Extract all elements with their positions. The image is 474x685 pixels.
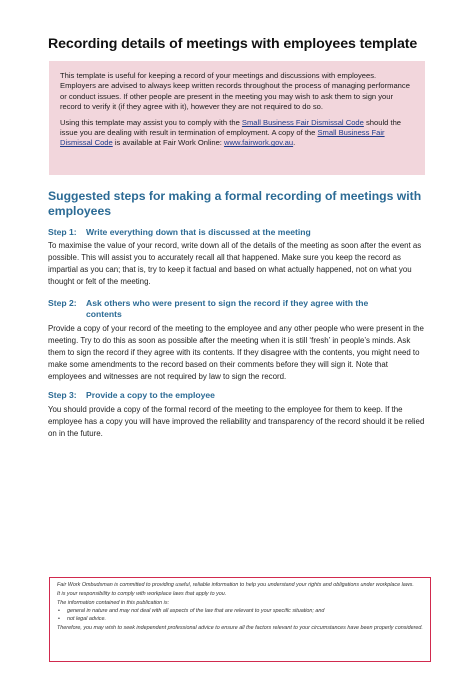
info-paragraph-1: This template is useful for keeping a record of your meetings and discussions with employees. Employers are advised to always keep written records throughout the process of managing performance or conduct issues. If other people are present in the meeting you may wish to ask them to sign your record to verify it (if they agree with it), however they are not required to do so. xyxy=(60,71,410,112)
section-heading: Suggested steps for making a formal recording of meetings with employees xyxy=(48,189,422,218)
disclaimer-line: Therefore, you may wish to seek independent professional advice to ensure all the factors relevant to your circumstances have been properly considered. xyxy=(57,624,423,631)
step-title: Provide a copy to the employee xyxy=(86,390,215,400)
info-text: should the issue you are dealing with result in termination of employment. A copy of the xyxy=(60,117,402,138)
step-2-heading xyxy=(48,298,428,320)
step-number: Step 3: xyxy=(48,390,77,400)
step-title-continued: contents xyxy=(86,309,122,319)
disclaimer-list xyxy=(57,608,423,623)
fair-dismissal-code-link-2[interactable]: Small Business Fair Dismissal Code xyxy=(60,128,385,148)
document-title: Recording details of meetings with employees template xyxy=(48,36,418,52)
disclaimer-bullet: • not legal advice. xyxy=(67,616,423,623)
info-text: is available at Fair Work Online: xyxy=(112,138,225,148)
step-1-heading xyxy=(48,227,428,238)
step-body-text: To maximise the value of your record, write down all of the details of the meeting as soon after the event as possible. This will assist you to accurately recall all that happened. Make sure you keep the record as impartial as you can; that is, try to keep it factual and based on what actually happened, not on what you thought or felt of the meeting. xyxy=(48,241,422,286)
step-number: Step 2: xyxy=(48,298,77,308)
step-body-text: You should provide a copy of the formal record of the meeting to the employee for them to keep. If the employee has a copy you will have improved the reliability and transparency of the record should it be relied on in the future. xyxy=(48,405,425,438)
info-text: Using this template may assist you to comply with the xyxy=(60,117,242,127)
step-number: Step 1: xyxy=(48,227,77,237)
info-paragraph-2 xyxy=(60,118,414,149)
info-text: . xyxy=(293,138,296,148)
disclaimer-line: The information contained in this publication is: xyxy=(57,599,170,606)
fairwork-website-link[interactable]: www.fairwork.gov.au xyxy=(224,138,294,148)
disclaimer-line: Fair Work Ombudsman is committed to providing useful, reliable information to help you understand your rights and obligations under workplace laws. xyxy=(57,582,414,588)
step-title: Write everything down that is discussed at the meeting xyxy=(86,227,311,237)
step-title: Ask others who were present to sign the record if they agree with the xyxy=(86,298,369,308)
fair-dismissal-code-link-1[interactable]: Small Business Fair Dismissal Code xyxy=(241,117,364,127)
step-body-text: Provide a copy of your record of the meeting to the employee and any other people who were present in the meeting. Try to do this as soon as possible after the meeting when it is still ‘fresh’ in people’s minds. Ask them to sign the record if they agree with its contents. If they disagree with the contents, you might need to make some amendments to the record based on their comments before they will sign it. Note that employees and witnesses are not required by law to sign the record. xyxy=(48,324,424,381)
step-1-body xyxy=(48,240,428,288)
step-2-body xyxy=(48,323,428,383)
disclaimer-bullet: • general in nature and may not deal with all aspects of the law that are relevant to your specific situation; and xyxy=(67,608,423,615)
step-3-body xyxy=(48,404,428,440)
disclaimer-line: It is your responsibility to comply with workplace laws that apply to you. xyxy=(57,590,227,597)
disclaimer-box xyxy=(49,577,431,662)
info-box xyxy=(49,61,425,175)
step-3-heading xyxy=(48,390,428,401)
